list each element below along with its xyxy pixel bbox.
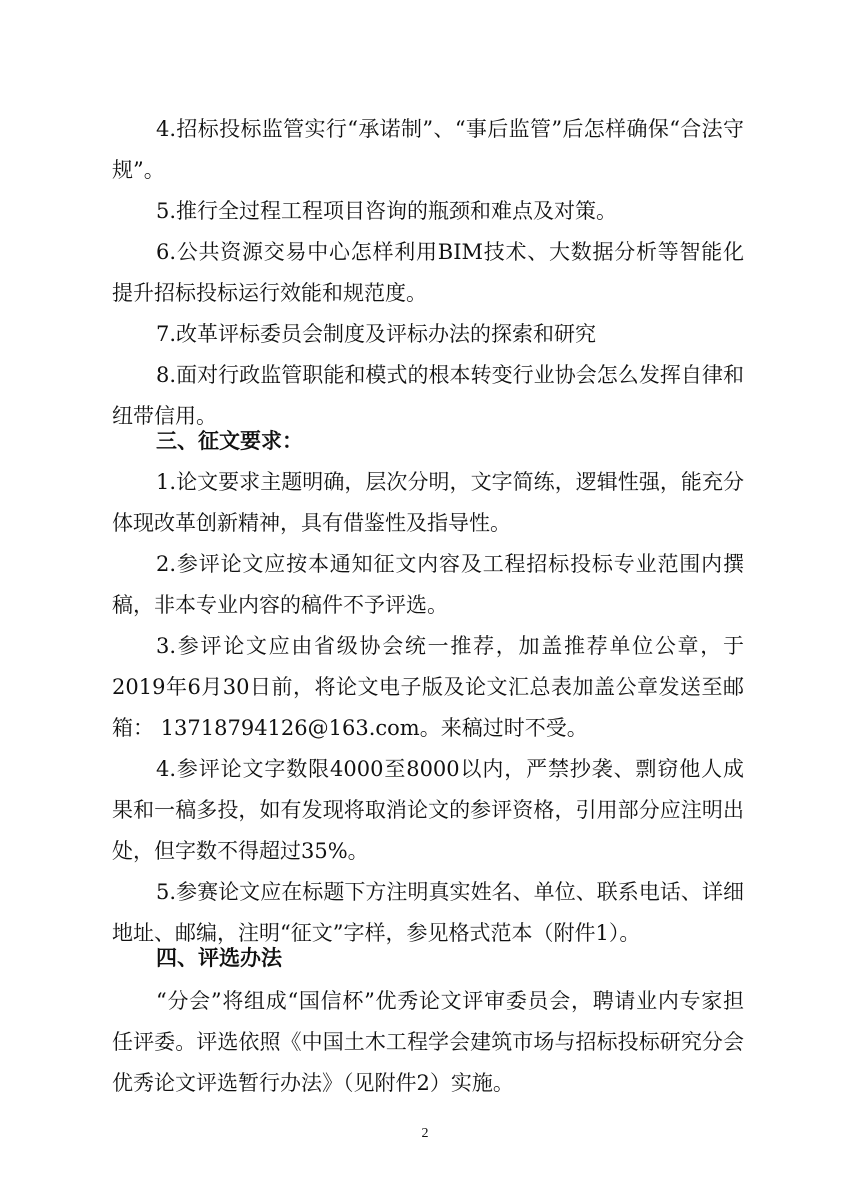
- section-heading-requirements: 三、征文要求：: [156, 429, 303, 453]
- page-number: 2: [421, 1126, 429, 1141]
- evaluation-body: “分会”将组成“国信杯”优秀论文评审委员会，聘请业内专家担任评委。评选依照《中国土木工程学会建筑市场与招标投标研究分会优秀论文评选暂行办法》（见附件2）实施。: [112, 989, 744, 1095]
- topic-item-6: 6.公共资源交易中心怎样利用BIM技术、大数据分析等智能化提升招标投标运行效能和规范度。: [112, 240, 744, 305]
- topic-item-5: 5.推行全过程工程项目咨询的瓶颈和难点及对策。: [156, 199, 618, 223]
- requirement-item-2: 2.参评论文应按本通知征文内容及工程招标投标专业范围内撰稿，非本专业内容的稿件不予评选。: [112, 552, 744, 617]
- requirement-item-1: 1.论文要求主题明确，层次分明，文字简练，逻辑性强，能充分体现改革创新精神，具有借鉴性及指导性。: [112, 470, 744, 535]
- topic-item-4: 4.招标投标监管实行“承诺制”、“事后监管”后怎样确保“合法守规”。: [112, 117, 744, 182]
- requirement-item-3: 3.参评论文应由省级协会统一推荐，加盖推荐单位公章，于2019年6月30日前，将论文电子版及论文汇总表加盖公章发送至邮箱： 13718794126@163.com。来稿过时不受。: [112, 634, 744, 740]
- section-heading-evaluation: 四、评选办法: [156, 946, 282, 970]
- topic-item-7: 7.改革评标委员会制度及评标办法的探索和研究: [156, 322, 597, 346]
- requirement-item-4: 4.参评论文字数限4000至8000以内，严禁抄袭、剽窃他人成果和一稿多投，如有发现将取消论文的参评资格，引用部分应注明出处，但字数不得超过35%。: [112, 757, 744, 863]
- topic-item-8: 8.面对行政监管职能和模式的根本转变行业协会怎么发挥自律和纽带信用。: [112, 363, 744, 428]
- requirement-item-5: 5.参赛论文应在标题下方注明真实姓名、单位、联系电话、详细地址、邮编，注明“征文”字样，参见格式范本（附件1）。: [112, 880, 744, 945]
